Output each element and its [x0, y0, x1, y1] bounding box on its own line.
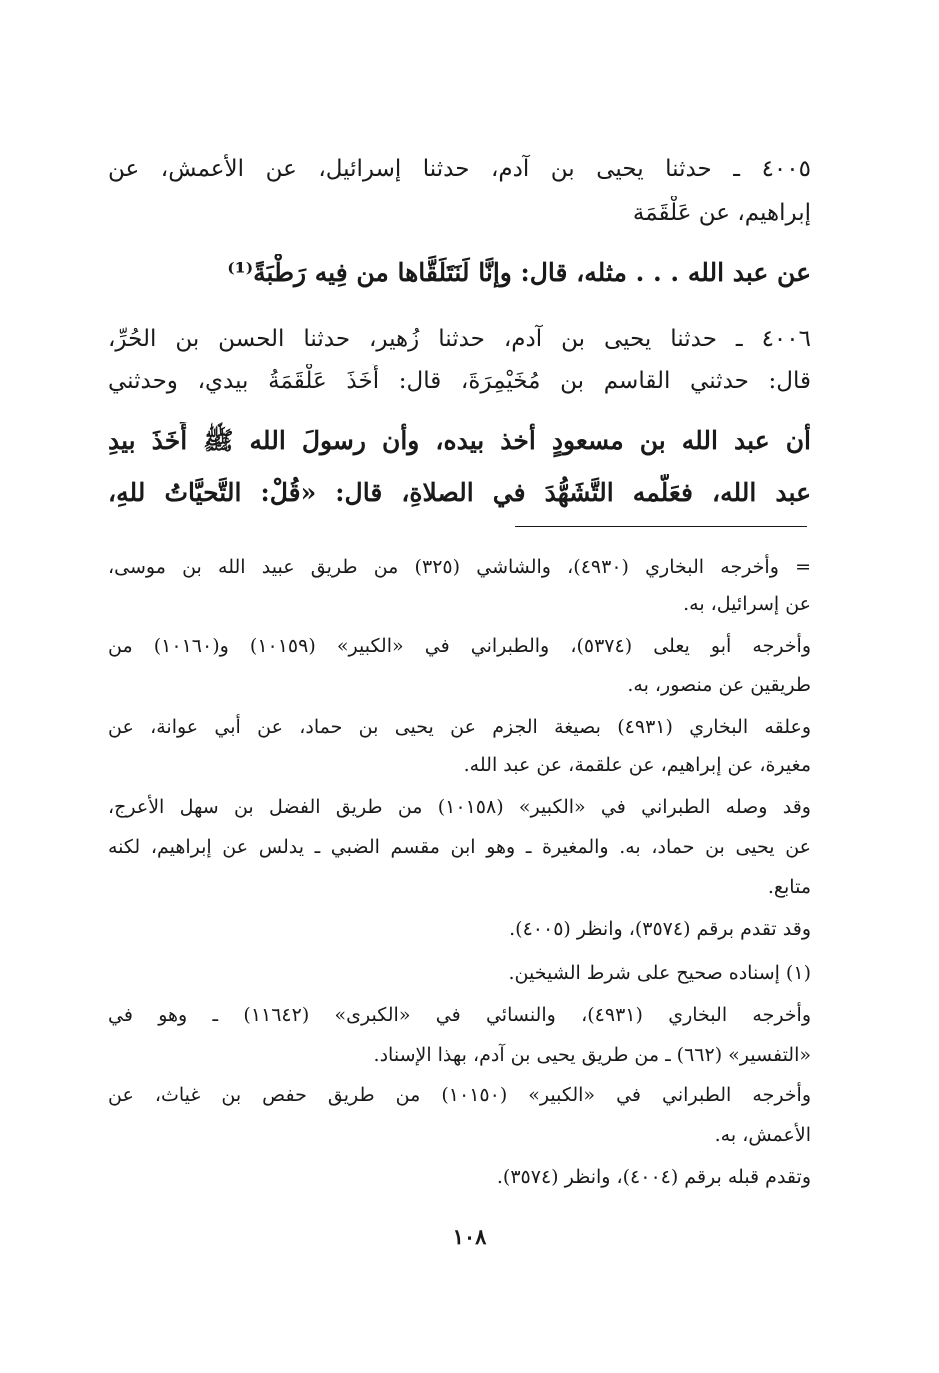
- footnote-line-12: وأخرجه البخاري (٤٩٣١)، والنسائي في «الكبرى» (١١٦٤٢) ـ وهو في: [108, 1004, 811, 1026]
- footnote-line-15: الأعمش، به.: [714, 1124, 811, 1146]
- footnote-line-6: مغيرة، عن إبراهيم، عن علقمة، عن عبد الله.: [463, 754, 811, 776]
- footnote-line-4: طريقين عن منصور، به.: [627, 674, 811, 696]
- footnote-line-14: وأخرجه الطبراني في «الكبير» (١٠١٥٠) من طريق حفص بن غياث، عن: [108, 1084, 811, 1106]
- hadith-4006-matn-line-2: عبد الله، فعَلَّمه التَّشَهُّدَ في الصلاةِ، قال: «قُلْ: التَّحيَّاتُ للهِ،: [108, 478, 811, 507]
- footnote-line-11: (١) إسناده صحيح على شرط الشيخين.: [508, 962, 811, 984]
- footnote-separator: [515, 526, 807, 527]
- hadith-4006-isnad-line-2: قال: حدثني القاسم بن مُخَيْمِرَةَ، قال: أَخَذَ عَلْقَمَةُ بيدي، وحدثني: [108, 368, 811, 394]
- footnote-line-10: وقد تقدم برقم (٣٥٧٤)، وانظر (٤٠٠٥).: [509, 918, 811, 940]
- footnote-line-13: «التفسير» (٦٦٢) ـ من طريق يحيى بن آدم، بهذا الإسناد.: [373, 1044, 811, 1066]
- footnote-line-3: وأخرجه أبو يعلى (٥٣٧٤)، والطبراني في «الكبير» (١٠١٥٩) و(١٠١٦٠) من: [108, 635, 811, 657]
- hadith-4005-isnad-line-1: ٤٠٠٥ ـ حدثنا يحيى بن آدم، حدثنا إسرائيل، عن الأعمش، عن: [108, 156, 811, 182]
- hadith-4006-matn-line-1: أن عبد الله بن مسعودٍ أخذ بيده، وأن رسولَ الله ﷺ أَخَذَ بيدِ: [108, 426, 811, 455]
- hadith-4005-isnad-line-2: إبراهيم، عن عَلْقَمَة: [632, 200, 811, 226]
- footnote-line-1: = وأخرجه البخاري (٤٩٣٠)، والشاشي (٣٢٥) من طريق عبيد الله بن موسى،: [108, 556, 811, 578]
- footnote-line-2: عن إسرائيل، به.: [683, 593, 811, 615]
- footnote-line-5: وعلقه البخاري (٤٩٣١) بصيغة الجزم عن يحيى بن حماد، عن أبي عوانة، عن: [108, 716, 811, 738]
- page-number: ١٠٨: [452, 1224, 487, 1249]
- footnote-line-16: وتقدم قبله برقم (٤٠٠٤)، وانظر (٣٥٧٤).: [496, 1166, 811, 1188]
- hadith-4006-isnad-line-1: ٤٠٠٦ ـ حدثنا يحيى بن آدم، حدثنا زُهير، حدثنا الحسن بن الحُرِّ،: [108, 326, 811, 352]
- hadith-4005-matn: عن عبد الله . . . مثله، قال: وإنَّا لَنَتَلَقَّاها من فِيه رَطْبَةً⁽¹⁾: [227, 258, 811, 287]
- footnote-line-9: متابع.: [767, 876, 811, 898]
- footnote-line-7: وقد وصله الطبراني في «الكبير» (١٠١٥٨) من طريق الفضل بن سهل الأعرج،: [108, 796, 811, 818]
- footnote-line-8: عن يحيى بن حماد، به. والمغيرة ـ وهو ابن مقسم الضبي ـ يدلس عن إبراهيم، لكنه: [108, 836, 811, 858]
